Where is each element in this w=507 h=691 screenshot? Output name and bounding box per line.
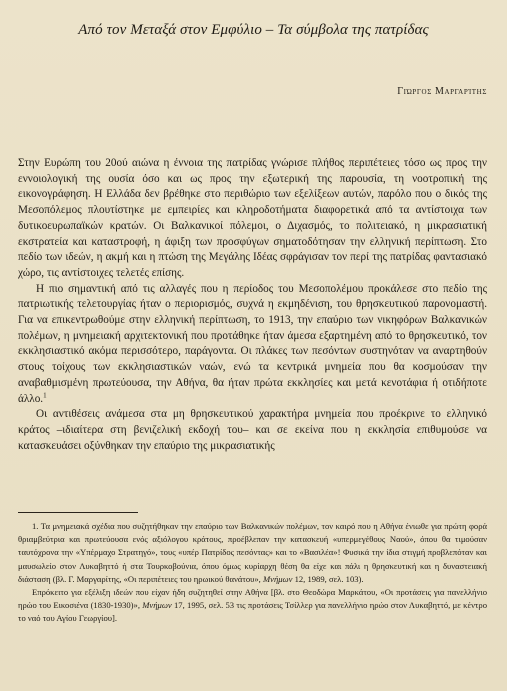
paragraph-3: Οι αντιθέσεις ανάμεσα στα μη θρησκευτικού χαρακτήρα μνημεία που προέκρινε το ελληνικό κράτος –ιδιαίτερα στη βενιζελική εκδοχή του– και σε εκείνα που η εκκλησία επιθυμούσε να κατασκευάσει οξύνθηκαν την επαύριο της μικρασιατικής: [18, 408, 487, 452]
footnote-1-journal: Μνήμων: [262, 573, 293, 584]
footnote-1: [18, 520, 487, 586]
footnote-1-text-a: 1. Τα μνημειακά σχέδια που συζητήθηκαν την επαύριο των Βαλκανικών πολέμων, τον καιρό που η Αθήνα ένιωθε για πρώτη φορά θριαμβεύτρια και πρωτεύουσα ενός αξιόλογου κράτους, προέβλεπαν την κατασκευή «υπερμεγέθους Ναού», όπου θα τιμούσαν ταυτόχρονα την «Υπέρμαχο Στρατηγό», τους «υπέρ Πατρίδος πεσόντας» και το «Βασιλέα»! Φυσικά την ίδια στιγμή προβλεπόταν και μαυσωλείο στον Λυκαβηττό ή στα Τουρκοβούνια, όπου όμως κυρίαρχη θέση θα είχε και πάλι η θρησκευτική και η δυναστειακή διάσταση (βλ. Γ. Μαργαρίτης, «Οι περιπέτειες του ηρωικού θανάτου»,: [18, 521, 487, 584]
footnote-1-continued: [18, 586, 487, 626]
paragraph-2: [18, 282, 487, 408]
paragraph-1: Στην Ευρώπη του 20ού αιώνα η έννοια της πατρίδας γνώρισε πλήθος περιπέτειες τόσο ως προς την εννοιολογική της ουσία όσο και ως προς την εξωτερική της παρουσία, τη νοοτροπική της εικονογράφηση. Η Ελλάδα δεν βρέθηκε στο περιθώριο των εξελίξεων αυτών, παρόλο που ο δικός της Μεσοπόλεμος πλουτίστηκε με εμπειρίες και κληροδοτήματα διαφορετικά από τα αντίστοιχα των δυτικοευρωπαϊκών κρατών. Οι Βαλκανικοί πόλεμοι, ο Διχασμός, το πολιτειακό, η μικρασιατική εκστρατεία και καταστροφή, η άφιξη των προσφύγων σηματοδότησαν την ελληνική περίπτωση. Στο πεδίο των ιδεών, η ακμή και η πτώση της Μεγάλης Ιδέας σφράγισαν τον περί της πατρίδας φαντασιακό χώρο, τις αντίστοιχες τελετές επίσης.: [18, 157, 487, 279]
body-text: [18, 156, 487, 454]
page-title: Από τον Μεταξά στον Εμφύλιο – Τα σύμβολα της πατρίδας: [78, 22, 429, 38]
footnote-2-text-b: 17, 1995, σελ. 53 τις προτάσεις Τσίλλερ για πανελλήνιο ηρώο στον Λυκαβηττό, με κέντρο το ναό του Αγίου Γεωργίου].: [18, 600, 487, 624]
footnote-2-text-a: Επρόκειτο για εξέλιξη ιδεών που είχαν ήδη συζητηθεί στην Αθήνα [βλ. στο Θεοδώρα Μαρκάτου, «Οι προτάσεις για πανελλήνιο ηρώο του Εικοσιένα (1830-1930)»,: [18, 587, 487, 611]
footnote-2-journal: Μνήμων: [142, 600, 172, 611]
footnote-mark[interactable]: 1: [43, 390, 47, 399]
footnote-rule: [18, 512, 138, 513]
footnotes: [18, 520, 487, 626]
footnote-1-text-b: 12, 1989, σελ. 103).: [292, 573, 364, 584]
paragraph-2-text: Η πιο σημαντική από τις αλλαγές που η περίοδος του Μεσοπολέμου προκάλεσε στο πεδίο της πατριωτικής τελετουργίας ήταν ο περιορισμός, συχνά η εκμηδένιση, του θρησκευτικού παρονομαστή. Για να επικεντρωθούμε στην ελληνική περίπτωση, το 1913, την επαύριο των νικηφόρων Βαλκανικών πολέμων, η μνημειακή αρχιτεκτονική που προτάθηκε ήταν άμεσα εξαρτημένη από το θρησκευτικό, τον εκκλησιαστικό ακόμα περισσότερο, παράγοντα. Οι πλάκες των πεσόντων συστηνόταν να αναρτηθούν στους τοίχους των εκκλησιαστικών ναών, ενώ τα κεντρικά μνημεία που θα κοσμούσαν την αναβαθμισμένη πρωτεύουσα, την Αθήνα, θα ήταν πρώτα εκκλησίες και μετά κενοτάφια ή οτιδήποτε άλλο.: [18, 282, 487, 405]
author-name: Γιώργος Μαργαρίτης: [397, 86, 487, 97]
